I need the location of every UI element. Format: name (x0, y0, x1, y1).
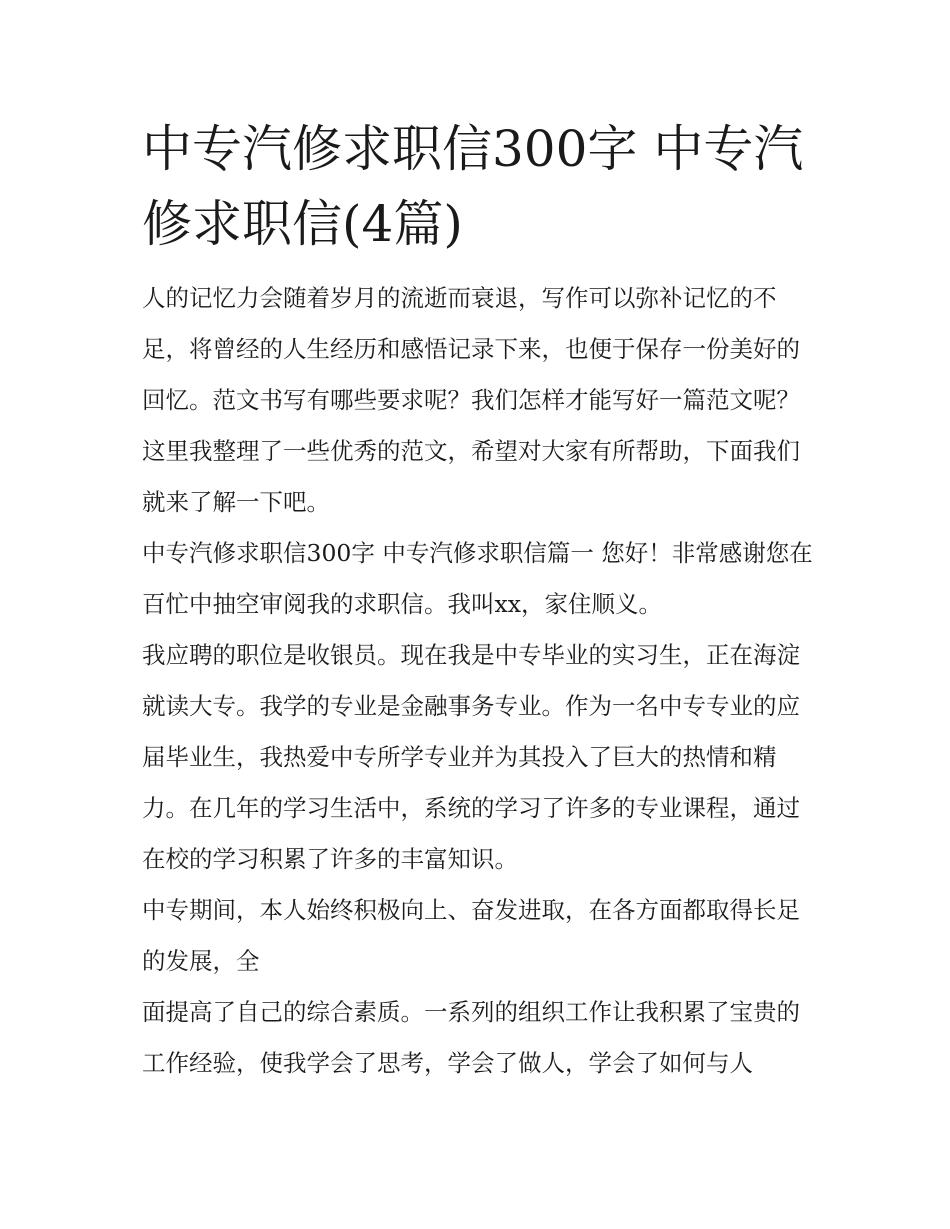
paragraph-intro: 人的记忆力会随着岁月的流逝而衰退，写作可以弥补记忆的不足，将曾经的人生经历和感悟记录下来，也便于保存一份美好的回忆。范文书写有哪些要求呢？我们怎样才能写好一篇范文呢？这里我整理了一些优秀的范文，希望对大家有所帮助，下面我们就来了解一下吧。 (142, 284, 800, 516)
paragraph-school-period: 中专期间，本人始终积极向上、奋发进取，在各方面都取得长足的发展，全 (142, 896, 800, 975)
paragraph-position: 我应聘的职位是收银员。现在我是中专毕业的实习生，正在海淀就读大专。我学的专业是金融事务专业。作为一名中专专业的应届毕业生，我热爱中专所学专业并为其投入了巨大的热情和精力。在几年的学习生活中，系统的学习了许多的专业课程，通过在校的学习积累了许多的丰富知识。 (142, 641, 800, 873)
document-body (142, 273, 814, 1089)
paragraph-letter-opening: 中专汽修求职信300字 中专汽修求职信篇一 您好！非常感谢您在百忙中抽空审阅我的求职信。我叫xx，家住顺义。 (142, 539, 813, 618)
paragraph-qualities: 面提高了自己的综合素质。一系列的组织工作让我积累了宝贵的工作经验，使我学会了思考，学会了做人，学会了如何与人 (142, 998, 800, 1077)
document-title: 中专汽修求职信300字 中专汽修求职信(4篇) (142, 120, 804, 253)
